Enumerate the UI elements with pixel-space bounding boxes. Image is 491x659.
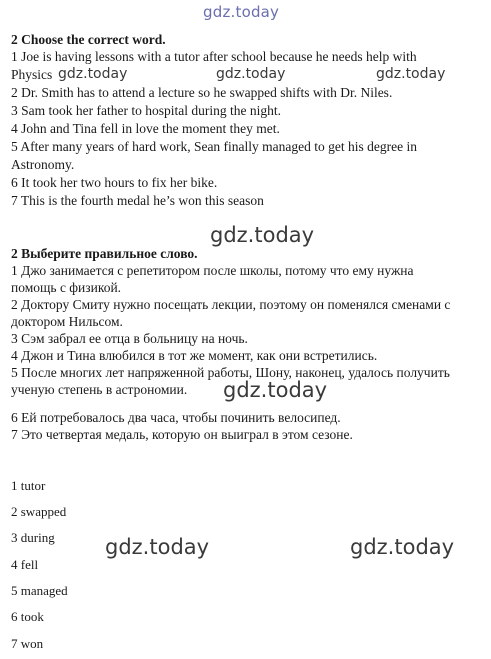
answer-item: 1 tutor xyxy=(11,478,46,493)
russian-heading: 2 Выберите правильное слово. xyxy=(11,246,198,261)
english-line: 4 John and Tina fell in love the moment they met. xyxy=(11,121,280,136)
english-line: Astronomy. xyxy=(11,157,75,172)
english-line: 3 Sam took her father to hospital during the night. xyxy=(11,103,281,118)
english-line: 1 Joe is having lessons with a tutor after school because he needs help with xyxy=(11,49,417,64)
watermark: gdz.today xyxy=(350,535,455,559)
answer-item: 3 during xyxy=(11,530,55,545)
english-line: 7 This is the fourth medal he’s won this season xyxy=(11,193,264,208)
answer-item: 2 swapped xyxy=(11,504,67,519)
answer-item: 4 fell xyxy=(11,557,39,572)
watermark: gdz.today xyxy=(105,535,210,559)
russian-line: ученую степень в астрономии. xyxy=(11,382,188,397)
english-line: Physics xyxy=(11,67,53,82)
russian-line: доктором Нильсом. xyxy=(11,314,123,329)
watermark: gdz.today xyxy=(210,223,315,247)
answer-item: 5 managed xyxy=(11,583,68,598)
english-line: 5 After many years of hard work, Sean finally managed to get his degree in xyxy=(11,139,417,154)
russian-line: 1 Джо занимается с репетитором после школы, потому что ему нужна xyxy=(11,263,414,278)
watermark: gdz.today xyxy=(223,378,328,402)
answer-item: 6 took xyxy=(11,609,44,624)
english-line: 6 It took her two hours to fix her bike. xyxy=(11,175,218,190)
watermark: gdz.today xyxy=(376,66,446,82)
russian-line: 5 После многих лет напряженной работы, Шону, наконец, удалось получить xyxy=(11,365,450,380)
russian-line: 2 Доктору Смиту нужно посещать лекции, поэтому он поменялся сменами с xyxy=(11,297,451,312)
watermark-top: gdz.today xyxy=(203,3,280,21)
russian-line: 4 Джон и Тина влюбился в тот же момент, как они встретились. xyxy=(11,348,378,363)
watermark: gdz.today xyxy=(216,66,286,82)
watermark: gdz.today xyxy=(58,66,128,82)
russian-line: 6 Ей потребовалось два часа, чтобы починить велосипед. xyxy=(11,410,341,425)
answer-item: 7 won xyxy=(11,636,44,651)
english-line: 2 Dr. Smith has to attend a lecture so he swapped shifts with Dr. Niles. xyxy=(11,85,393,100)
russian-line: 3 Сэм забрал ее отца в больницу на ночь. xyxy=(11,331,248,346)
russian-line: помощь с физикой. xyxy=(11,280,122,295)
russian-line: 7 Это четвертая медаль, которую он выиграл в этом сезоне. xyxy=(11,427,353,442)
english-heading: 2 Choose the correct word. xyxy=(11,32,166,47)
